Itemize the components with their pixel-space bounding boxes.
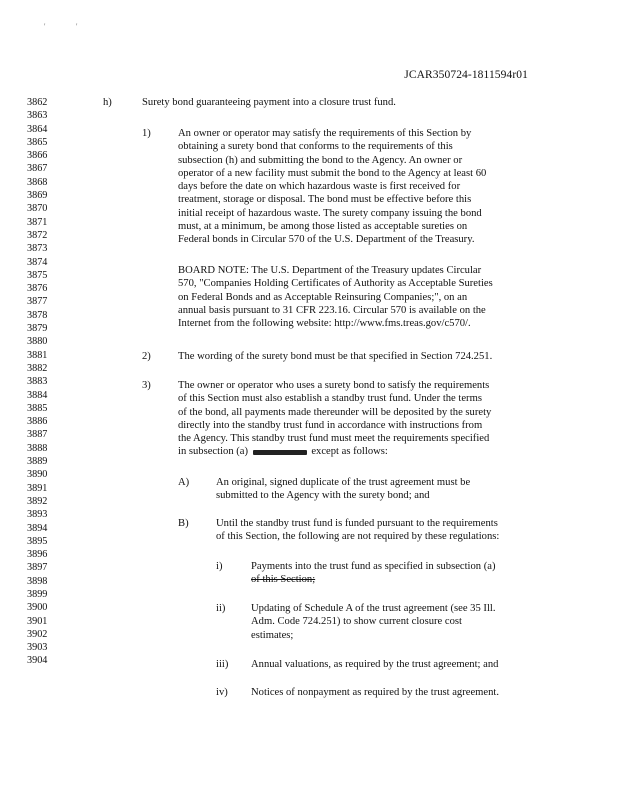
item-iv-text: Notices of nonpayment as required by the trust agreement. xyxy=(251,687,499,698)
struck-text: of this Section; xyxy=(251,574,316,586)
item-label: B) xyxy=(178,518,189,529)
redaction-mark xyxy=(253,450,307,455)
section-title: Surety bond guaranteeing payment into a closure trust fund. xyxy=(142,97,396,108)
text-line: Payments into the trust fund as specified in subsection (a) xyxy=(251,561,496,572)
text-line: the Agency. This standby trust fund must meet the requirements specified xyxy=(178,433,490,445)
line-number: 3872 xyxy=(27,229,48,241)
item1-paragraph xyxy=(178,127,486,247)
text-line: obtaining a surety bond that conforms to the requirements of this xyxy=(178,141,453,153)
text-line: must, at a minimum, be among those listed as acceptable sureties on xyxy=(178,221,468,233)
item-iii-text: Annual valuations, as required by the trust agreement; and xyxy=(251,659,499,670)
text-line: Internet from the following website: http://www.fms.treas.gov/c570/. xyxy=(178,318,471,330)
line-number: 3896 xyxy=(27,549,48,561)
line-number: 3887 xyxy=(27,429,48,441)
line-number: 3886 xyxy=(27,416,48,428)
text-line: treatment, storage or disposal. The bond must be effective before this xyxy=(178,194,472,206)
line-number: 3888 xyxy=(27,442,48,454)
line-number: 3889 xyxy=(27,456,48,468)
board-note xyxy=(178,264,493,330)
text-line: BOARD NOTE: The U.S. Department of the Treasury updates Circular xyxy=(178,265,482,276)
line-number: 3871 xyxy=(27,216,48,228)
line-number: 3879 xyxy=(27,323,48,335)
scan-mark: ' xyxy=(44,22,46,31)
item-i-paragraph xyxy=(251,560,496,587)
item2-text: The wording of the surety bond must be that specified in Section 724.251. xyxy=(178,351,493,362)
item3-paragraph xyxy=(178,379,491,459)
line-number: 3880 xyxy=(27,336,48,348)
text-line: An owner or operator may satisfy the requirements of this Section by xyxy=(178,128,472,139)
section-label: h) xyxy=(103,97,112,108)
item-ii-paragraph xyxy=(251,602,495,642)
line-number: 3900 xyxy=(27,602,48,614)
line-number-column xyxy=(27,96,57,668)
line-number: 3883 xyxy=(27,376,48,388)
line-number: 3867 xyxy=(27,163,48,175)
line-number: 3869 xyxy=(27,190,48,202)
text-line: initial receipt of hazardous waste. The surety company issuing the bond xyxy=(178,207,482,219)
text-fragment: except as follows: xyxy=(311,446,388,458)
line-number: 3902 xyxy=(27,628,48,640)
line-number: 3881 xyxy=(27,349,48,361)
line-number: 3878 xyxy=(27,309,48,321)
line-number: 3895 xyxy=(27,535,48,547)
itemB-paragraph xyxy=(216,517,499,544)
item-label: i) xyxy=(216,561,223,572)
line-number: 3892 xyxy=(27,495,48,507)
line-number: 3893 xyxy=(27,509,48,521)
item-label: ii) xyxy=(216,603,226,614)
text-line: of this Section must also establish a standby trust fund. Under the terms xyxy=(178,393,482,405)
line-number: 3898 xyxy=(27,575,48,587)
line-number: 3877 xyxy=(27,296,48,308)
text-line: of the bond, all payments made thereunder will be deposited by the surety xyxy=(178,406,492,418)
item-label: 2) xyxy=(142,351,151,362)
line-number: 3876 xyxy=(27,283,48,295)
line-number: 3899 xyxy=(27,588,48,600)
line-number: 3891 xyxy=(27,482,48,494)
line-number: 3884 xyxy=(27,389,48,401)
line-number: 3897 xyxy=(27,562,48,574)
text-line: 570, "Companies Holding Certificates of Authority as Acceptable Sureties xyxy=(178,278,493,290)
item-label: A) xyxy=(178,477,190,488)
item-label: iii) xyxy=(216,659,229,670)
line-number: 3864 xyxy=(27,123,48,135)
line-number: 3874 xyxy=(27,256,48,268)
line-number: 3882 xyxy=(27,362,48,374)
text-line: on Federal Bonds and as Acceptable Reinsuring Companies;", on an xyxy=(178,291,468,303)
item-label: iv) xyxy=(216,687,228,698)
text-line: The owner or operator who uses a surety bond to satisfy the requirements xyxy=(178,380,490,391)
text-line: Adm. Code 724.251) to show current closure cost xyxy=(251,616,462,628)
line-number: 3865 xyxy=(27,136,48,148)
text-line: annual basis pursuant to 31 CFR 223.16. Circular 570 is available on the xyxy=(178,304,486,316)
text-line: Updating of Schedule A of the trust agreement (see 35 Ill. xyxy=(251,603,496,614)
text-line: directly into the standby trust fund in accordance with instructions from xyxy=(178,419,483,431)
text-line: Until the standby trust fund is funded pursuant to the requirements xyxy=(216,518,498,529)
itemA-paragraph xyxy=(216,476,470,503)
line-number: 3868 xyxy=(27,176,48,188)
line-number: 3863 xyxy=(27,110,48,122)
text-line: An original, signed duplicate of the trust agreement must be xyxy=(216,477,471,488)
line-number: 3873 xyxy=(27,243,48,255)
text-line: Federal bonds in Circular 570 of the U.S. Department of the Treasury. xyxy=(178,234,475,246)
text-line: days before the date on which hazardous waste is first received for xyxy=(178,181,461,193)
line-number: 3903 xyxy=(27,642,48,654)
line-number: 3862 xyxy=(27,97,48,108)
text-line: estimates; xyxy=(251,629,294,641)
document-id: JCAR350724-1811594r01 xyxy=(404,69,528,81)
text-fragment: in subsection (a) xyxy=(178,446,249,458)
line-number: 3866 xyxy=(27,150,48,162)
text-line: submitted to the Agency with the surety bond; and xyxy=(216,490,430,502)
item-label: 1) xyxy=(142,128,151,139)
line-number: 3894 xyxy=(27,522,48,534)
line-number: 3904 xyxy=(27,655,48,667)
line-number: 3875 xyxy=(27,269,48,281)
line-number: 3885 xyxy=(27,402,48,414)
scan-mark: ' xyxy=(76,22,78,31)
item-label: 3) xyxy=(142,380,151,391)
line-number: 3901 xyxy=(27,615,48,627)
text-line xyxy=(178,445,491,458)
line-number: 3890 xyxy=(27,469,48,481)
text-line: subsection (h) and submitting the bond to the Agency. An owner or xyxy=(178,154,463,166)
text-line: of this Section, the following are not required by these regulations: xyxy=(216,531,500,543)
line-number: 3870 xyxy=(27,203,48,215)
text-line: operator of a new facility must submit the bond to the Agency at least 60 xyxy=(178,167,487,179)
